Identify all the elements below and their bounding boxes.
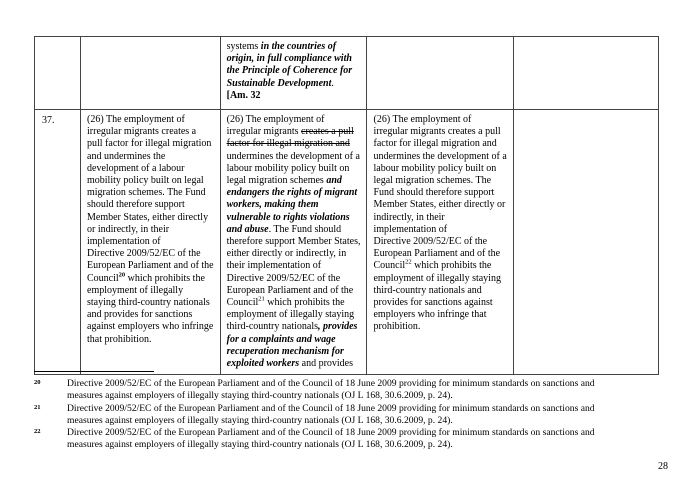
text-run: creates a pull (301, 126, 354, 138)
text-line (87, 309, 214, 321)
text-run: and provides (299, 358, 354, 370)
council-text-cell-empty (367, 37, 513, 110)
text-line (373, 163, 506, 175)
text-run: Member States, either directly or (373, 199, 506, 211)
text-run: which prohibits the (411, 260, 492, 272)
amendment-text (221, 110, 367, 374)
text-line (373, 248, 506, 260)
text-run: workers, making them (226, 199, 319, 211)
text-line (87, 175, 214, 187)
text-line (227, 321, 361, 333)
council-text-cell (367, 110, 513, 375)
text-line (227, 90, 361, 102)
text-line (373, 224, 506, 236)
text-line (87, 212, 214, 224)
commission-text (81, 110, 220, 350)
text-run: that prohibition. (87, 333, 152, 345)
text-line (373, 260, 506, 272)
text-run: irregular migrants creates a pull (373, 126, 501, 138)
page-number: 28 (658, 461, 668, 472)
footnote-reference: 20 (118, 271, 126, 279)
text-run: factor for illegal migration and (373, 138, 497, 150)
text-run: the Principle of Coherence for (226, 65, 353, 77)
row-number-cell-empty (35, 37, 81, 110)
footnote-reference: 21 (258, 295, 265, 303)
text-line (227, 41, 361, 53)
text-run: or indirectly, in their (87, 223, 170, 235)
text-run: implementation of (373, 223, 448, 235)
text-line (227, 78, 361, 90)
text-run: undermines the development of a (226, 150, 360, 162)
footnote-text-line: Directive 2009/52/EC of the European Parliament and of the Council of 18 June 2009 providing for minimum standards on sanctions and (67, 403, 595, 414)
text-line (87, 334, 214, 346)
footnote-number: 22 (34, 428, 41, 435)
text-run: development of a labour (87, 162, 185, 174)
text-run: (26) The employment of (87, 114, 185, 125)
text-run: systems (226, 41, 261, 52)
council-text (367, 110, 512, 338)
text-line (373, 309, 506, 321)
text-line (87, 273, 214, 285)
text-run: which prohibits the (125, 272, 205, 284)
text-line (227, 151, 361, 163)
text-line (227, 260, 361, 272)
text-line (227, 187, 361, 199)
text-run: and abuse (226, 223, 269, 235)
text-run: provides for sanctions against (373, 297, 493, 309)
text-line (373, 212, 506, 224)
text-line (227, 346, 361, 358)
text-run: labour mobility policy built on (373, 162, 497, 174)
text-line (373, 297, 506, 309)
footnote-number: 21 (34, 404, 41, 411)
text-run: labour mobility policy built on (226, 162, 350, 174)
text-run: factor for illegal migration and (226, 138, 350, 150)
text-run: Directive 2009/52/EC of the (373, 236, 488, 248)
footnote-text-line: measures against employers of illegally staying third-country nationals (OJ L 168, 30.6.2009, p. 24). (67, 389, 453, 401)
footnote-separator (34, 371, 154, 372)
text-run: European Parliament and of the (87, 260, 214, 272)
text-run: third-country nationals and (373, 284, 482, 296)
text-line (373, 236, 506, 248)
text-run: Fund should therefore support (373, 187, 495, 199)
text-run: legal migration schemes. The (373, 175, 492, 187)
text-line (227, 212, 361, 224)
text-line (227, 199, 361, 211)
text-run: pull factor for illegal migration (87, 138, 212, 150)
text-run: employment of illegally (87, 284, 184, 296)
text-line (373, 114, 506, 126)
text-run: employment of illegally staying (373, 272, 501, 284)
footnote-reference: 22 (405, 259, 412, 267)
text-line (87, 138, 214, 150)
footnote-number: 20 (34, 379, 41, 386)
text-line (227, 138, 361, 150)
text-line (227, 65, 361, 77)
text-line (227, 358, 361, 370)
text-run: therefore support Member States, (226, 236, 361, 248)
text-line (373, 175, 506, 187)
text-run: implementation of (87, 236, 161, 248)
text-run: for a complaints and wage (226, 333, 336, 345)
text-run: employment of illegally staying (226, 309, 355, 321)
text-run: and provides for sanctions (87, 309, 193, 321)
text-run: mobility policy built on legal (87, 175, 204, 187)
text-line (87, 260, 214, 272)
text-line (373, 187, 506, 199)
text-line (373, 138, 506, 150)
text-run: Council (373, 260, 406, 272)
text-line (87, 151, 214, 163)
text-run: (26) The employment of (226, 114, 325, 125)
text-line (87, 199, 214, 211)
text-run: European Parliament and of the (373, 248, 501, 260)
compromise-cell-empty (513, 110, 658, 375)
text-line (227, 175, 361, 187)
text-line (87, 224, 214, 236)
amendment-text (221, 37, 367, 106)
text-line (87, 248, 214, 260)
text-line (87, 187, 214, 199)
text-run: . The Fund should (268, 223, 342, 235)
compromise-cell-empty (513, 37, 658, 110)
text-run: origin, in full compliance with (226, 53, 352, 65)
text-run: undermines the development of a (373, 150, 507, 162)
text-line (373, 285, 506, 297)
text-run: their implementation of (226, 260, 322, 272)
text-line (227, 297, 361, 309)
commission-proposal-cell-empty (81, 37, 221, 110)
text-run: third-country nationals (226, 321, 318, 333)
text-run: in the countries of (260, 41, 337, 52)
text-line (87, 126, 214, 138)
parliament-amendment-cell (220, 110, 367, 375)
footnote-text-line: measures against employers of illegally staying third-country nationals (OJ L 168, 30.6.2009, p. 24). (67, 438, 453, 450)
text-line (227, 224, 361, 236)
text-run: against employers who infringe (87, 321, 214, 333)
text-line (227, 114, 361, 126)
text-line (373, 126, 506, 138)
text-line (227, 248, 361, 260)
text-run: either directly or indirectly, in (226, 248, 347, 260)
text-run: which prohibits the (264, 297, 345, 309)
text-run: (26) The employment of (373, 114, 472, 125)
table-row-continuation (35, 37, 659, 110)
text-run: should therefore support (87, 199, 185, 211)
footnote-text-line: measures against employers of illegally staying third-country nationals (OJ L 168, 30.6.2009, p. 24). (67, 414, 453, 426)
row-number-cell (35, 110, 81, 375)
text-run: . (331, 77, 334, 89)
text-line (373, 273, 506, 285)
text-line (227, 236, 361, 248)
text-run: [Am. 32 (226, 89, 261, 101)
text-line (87, 297, 214, 309)
text-line (227, 273, 361, 285)
text-run: indirectly, in their (373, 211, 445, 223)
text-line (227, 163, 361, 175)
text-run: Sustainable Development (226, 77, 332, 89)
parliament-amendment-cell (220, 37, 367, 110)
text-run: Council (226, 297, 259, 309)
text-run: legal migration schemes (226, 175, 327, 187)
text-run: irregular migrants (226, 126, 302, 138)
text-line (87, 321, 214, 333)
text-run: staying third-country nationals (87, 297, 210, 309)
text-line (373, 199, 506, 211)
text-run: Directive 2009/52/EC of the (226, 272, 341, 284)
text-run: Directive 2009/52/EC of the (87, 248, 201, 260)
text-run: irregular migrants creates a (87, 126, 197, 138)
text-line (227, 334, 361, 346)
text-run: recuperation mechanism for (226, 345, 344, 357)
text-run: migration schemes. The Fund (87, 187, 206, 199)
text-line (373, 151, 506, 163)
text-line (87, 114, 214, 126)
amendments-table (34, 36, 659, 375)
footnote-text-line: Directive 2009/52/EC of the European Parliament and of the Council of 18 June 2009 providing for minimum standards on sanctions and (67, 427, 595, 438)
text-line (227, 285, 361, 297)
text-run: employers who infringe that (373, 309, 487, 321)
text-run: endangers the rights of migrant (226, 187, 358, 199)
text-run: , provides (318, 321, 358, 333)
text-run: Member States, either directly (87, 211, 209, 223)
text-line (227, 53, 361, 65)
text-line (373, 321, 506, 333)
text-line (227, 126, 361, 138)
text-run: prohibition. (373, 321, 421, 333)
text-run: vulnerable to rights violations (226, 211, 350, 223)
text-run: and undermines the (87, 150, 166, 162)
text-line (87, 236, 214, 248)
text-run: European Parliament and of the (226, 284, 354, 296)
commission-proposal-cell (81, 110, 221, 375)
row-number: 37. (42, 115, 55, 126)
text-run: Council (87, 272, 119, 284)
text-line (87, 163, 214, 175)
table-row-37 (35, 110, 659, 375)
text-run: exploited workers (226, 358, 300, 370)
text-line (87, 285, 214, 297)
footnote-text-line: Directive 2009/52/EC of the European Parliament and of the Council of 18 June 2009 providing for minimum standards on sanctions and (67, 378, 595, 389)
text-run: and (326, 175, 342, 187)
text-line (227, 309, 361, 321)
